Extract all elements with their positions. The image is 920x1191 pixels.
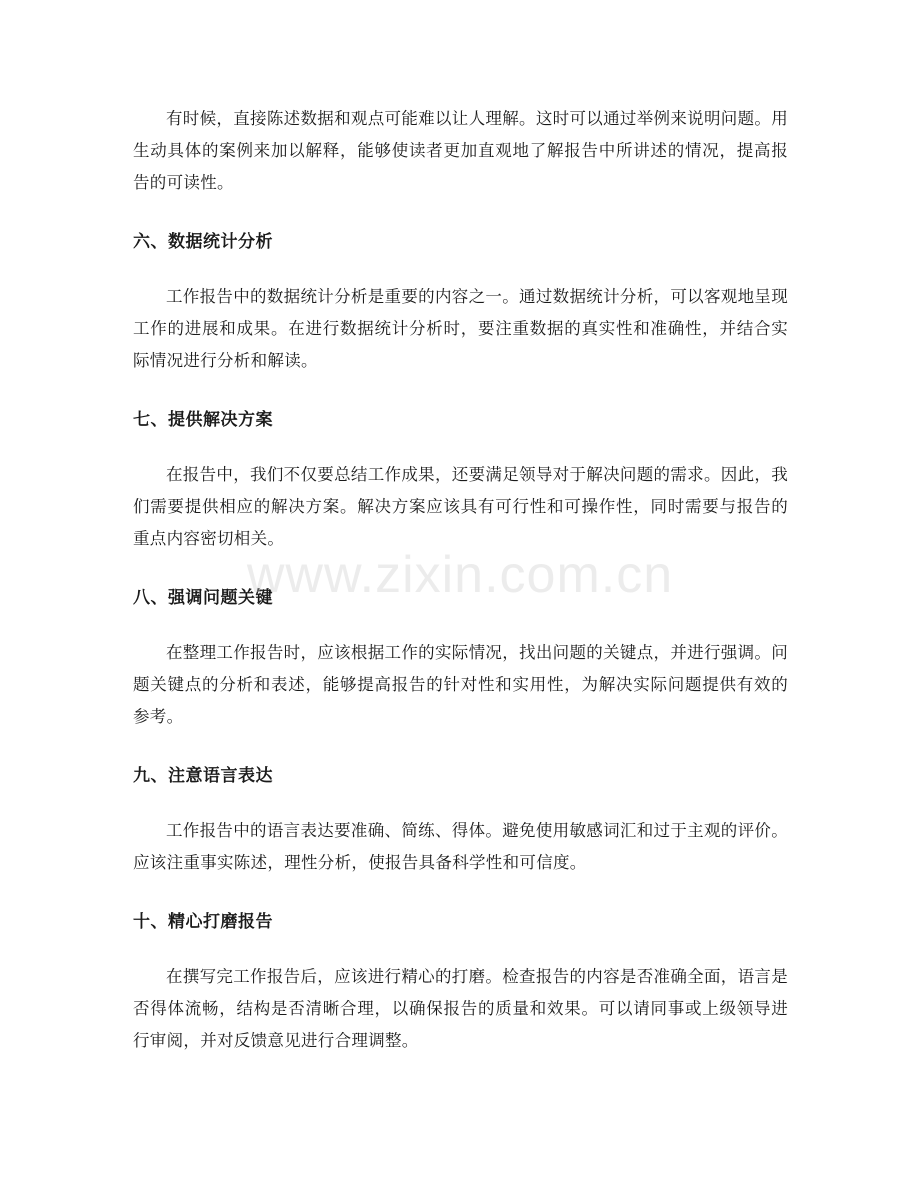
section-paragraph-6: 工作报告中的数据统计分析是重要的内容之一。通过数据统计分析，可以客观地呈现工作的进展和成果。在进行数据统计分析时，要注重数据的真实性和准确性，并结合实际情况进行分析和解读。 [133, 287, 788, 370]
section-paragraph-10: 在撰写完工作报告后，应该进行精心的打磨。检查报告的内容是否准确全面，语言是否得体流畅，结构是否清晰合理，以确保报告的质量和效果。可以请同事或上级领导进行审阅，并对反馈意见进行合理调整。 [133, 967, 788, 1050]
section-heading-10: 十、精心打磨报告 [133, 912, 273, 932]
watermark: www.zixin.com.cn [246, 546, 674, 604]
section-paragraph-7: 在报告中，我们不仅要总结工作成果，还要满足领导对于解决问题的需求。因此，我们需要提供相应的解决方案。解决方案应该具有可行性和可操作性，同时需要与报告的重点内容密切相关。 [133, 465, 788, 548]
section-heading-9: 九、注意语言表达 [133, 766, 273, 786]
document-body [133, 103, 788, 1057]
section-heading-8: 八、强调问题关键 [133, 588, 273, 608]
section-heading-6: 六、数据统计分析 [133, 232, 273, 252]
intro-paragraph: 有时候，直接陈述数据和观点可能难以让人理解。这时可以通过举例来说明问题。用生动具体的案例来加以解释，能够使读者更加直观地了解报告中所讲述的情况，提高报告的可读性。 [133, 109, 788, 192]
section-heading-7: 七、提供解决方案 [133, 410, 273, 430]
section-paragraph-9: 工作报告中的语言表达要准确、简练、得体。避免使用敏感词汇和过于主观的评价。应该注重事实陈述，理性分析，使报告具备科学性和可信度。 [133, 821, 788, 872]
section-paragraph-8: 在整理工作报告时，应该根据工作的实际情况，找出问题的关键点，并进行强调。问题关键点的分析和表述，能够提高报告的针对性和实用性，为解决实际问题提供有效的参考。 [133, 643, 788, 726]
